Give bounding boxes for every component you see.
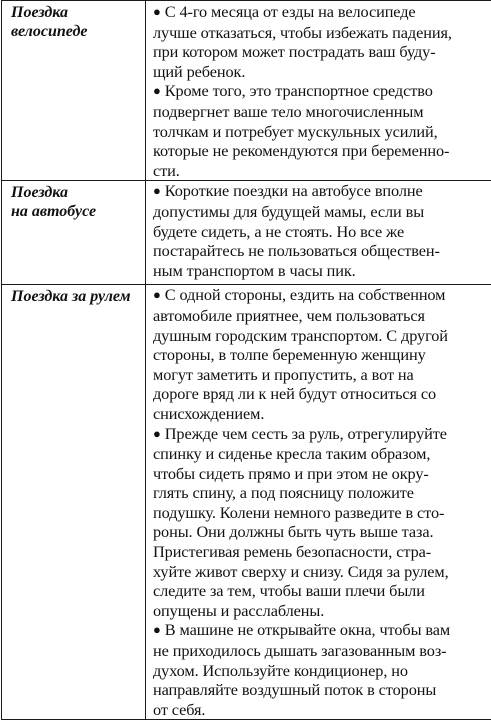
paragraph-line: лучше отказаться, чтобы избежать падения,: [153, 23, 489, 43]
paragraph-line: которые не рекомендуются при беременно-: [153, 141, 489, 161]
paragraph-line: спинку и сиденье кресла таким образом,: [153, 444, 489, 464]
paragraph-line: от себя.: [153, 700, 489, 720]
row-label: [2, 181, 145, 221]
paragraph-line: сти.: [153, 161, 489, 181]
table-row: [2, 181, 491, 285]
paragraph-line: могут заметить и пропустить, а вот на: [153, 365, 489, 385]
paragraph-line: подушку. Колени немного разведите в сто-: [153, 503, 489, 523]
paragraph-line: [153, 285, 489, 306]
paragraph-line: опущены и расслаблены.: [153, 601, 489, 621]
paragraph-line: следите за тем, чтобы ваши плечи были: [153, 581, 489, 601]
paragraph-line: направляйте воздушный поток в стороны: [153, 680, 489, 700]
paragraph-line: духом. Используйте кондиционер, но: [153, 661, 489, 681]
paragraph-line: дороге вряд ли к ней будут относиться со: [153, 384, 489, 404]
paragraph-line: щий ребенок.: [153, 62, 489, 82]
bullet-icon: ●: [153, 4, 161, 19]
line-text: Короткие поездки на автобусе вполне: [165, 181, 423, 200]
bullet-paragraph: [146, 285, 491, 423]
row-label-line: велосипеде: [11, 22, 145, 41]
row-label: [2, 285, 145, 306]
row-label-line: на автобусе: [11, 202, 145, 221]
paragraph-line: [153, 81, 489, 102]
paragraph-line: [153, 181, 489, 202]
paragraph-line: глять спину, а под поясницу положите: [153, 483, 489, 503]
paragraph-line: чтобы сидеть прямо и при этом не окру-: [153, 464, 489, 484]
bullet-icon: ●: [153, 83, 161, 98]
paragraph-line: будете сидеть, а не стоять. Но все же: [153, 222, 489, 242]
paragraph-line: подвергнет ваше тело многочисленным: [153, 102, 489, 122]
bullet-paragraph: [146, 2, 491, 81]
paragraph-line: толчкам и потребует мускульных усилий,: [153, 122, 489, 142]
table-row: [2, 1, 491, 181]
line-text: Прежде чем сесть за руль, отрегулируйте: [165, 424, 447, 443]
paragraph-line: роны. Они должны быть чуть выше таза.: [153, 522, 489, 542]
bullet-paragraph: [146, 181, 491, 280]
bullet-icon: ●: [153, 426, 161, 441]
bullet-paragraph: [146, 81, 491, 180]
row-label-line: Поездка за рулем: [11, 287, 145, 306]
paragraph-line: постарайтесь не пользоваться обществен-: [153, 241, 489, 261]
row-label-line: Поездка: [11, 183, 145, 202]
row-label-cell: [2, 181, 146, 285]
paragraph-line: [153, 2, 489, 23]
line-text: В машине не открывайте окна, чтобы вам: [165, 620, 450, 639]
row-label-cell: [2, 285, 146, 720]
table-row: [2, 285, 491, 720]
bullet-icon: ●: [153, 622, 161, 637]
bullet-paragraph: [146, 424, 491, 621]
paragraph-line: стороны, в толпе беременную женщину: [153, 345, 489, 365]
paragraph-line: автомобиле приятнее, чем пользоваться: [153, 306, 489, 326]
line-text: С 4-го месяца от езды на велосипеде: [165, 2, 416, 21]
row-label: [2, 1, 145, 41]
paragraph-line: допустимы для будущей мамы, если вы: [153, 202, 489, 222]
paragraph-line: [153, 424, 489, 445]
row-label-line: Поездка: [11, 3, 145, 22]
bullet-paragraph: [146, 620, 491, 719]
bullet-icon: ●: [153, 183, 161, 198]
line-text: Кроме того, это транспортное средство: [165, 81, 433, 100]
paragraph-line: [153, 620, 489, 641]
paragraph-line: Пристегивая ремень безопасности, стра-: [153, 542, 489, 562]
paragraph-line: хуйте живот сверху и снизу. Сидя за рулем,: [153, 562, 489, 582]
row-content-cell: [146, 1, 491, 181]
paragraph-line: ным транспортом в часы пик.: [153, 261, 489, 281]
line-text: С одной стороны, ездить на собственном: [165, 285, 446, 304]
paragraph-line: при котором может пострадать ваш буду-: [153, 42, 489, 62]
paragraph-line: не приходилось дышать загазованным воз-: [153, 641, 489, 661]
row-content-cell: [146, 181, 491, 285]
row-label-cell: [2, 1, 146, 181]
row-content-cell: [146, 285, 491, 720]
paragraph-line: снисхождением.: [153, 404, 489, 424]
transport-table: [1, 0, 491, 720]
bullet-icon: ●: [153, 287, 161, 302]
paragraph-line: душным городским транспортом. С другой: [153, 326, 489, 346]
